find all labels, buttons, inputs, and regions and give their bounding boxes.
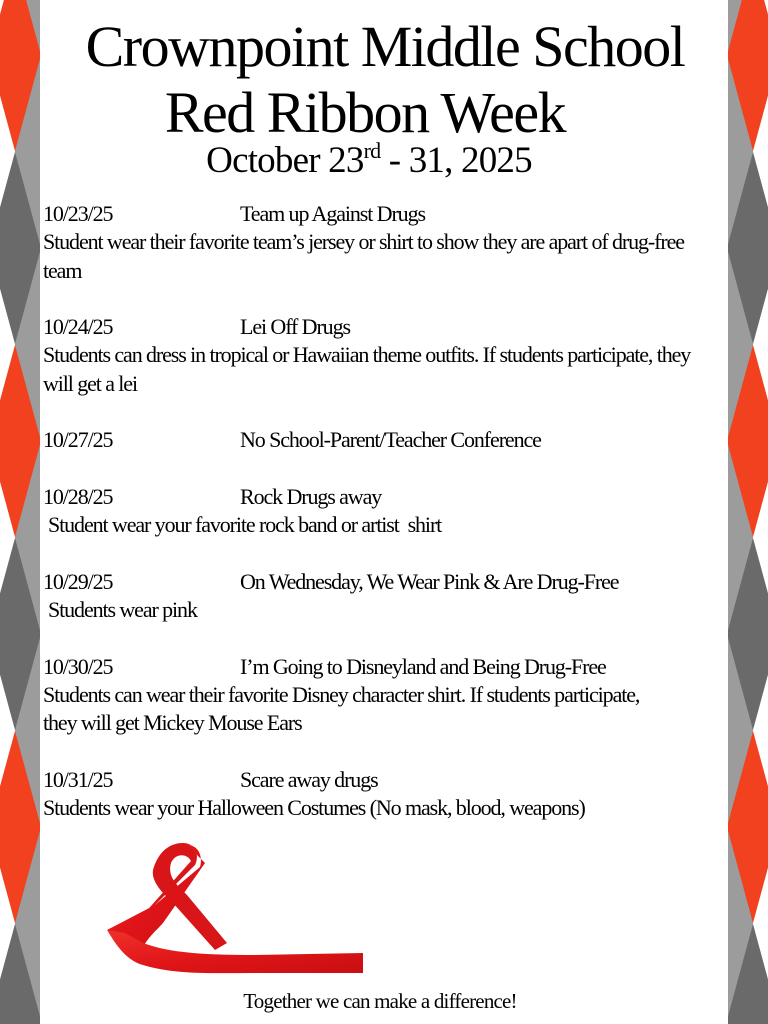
event-description: Student wear your favorite rock band or artist shirt bbox=[48, 512, 442, 538]
event-title: Scare away drugs bbox=[240, 766, 378, 792]
event-item bbox=[43, 653, 723, 738]
event-title: No School-Parent/Teacher Conference bbox=[240, 427, 541, 453]
event-date: 10/27/25 bbox=[43, 427, 113, 453]
event-description: Students can dress in tropical or Hawaiian theme outfits. If students participate, they will get a lei bbox=[43, 342, 691, 396]
event-title: I’m Going to Disneyland and Being Drug-Free bbox=[240, 653, 606, 679]
event-title: On Wednesday, We Wear Pink & Are Drug-Free bbox=[240, 568, 619, 594]
event-date: 10/30/25 bbox=[43, 653, 113, 679]
event-description: Students wear your Halloween Costumes (No mask, blood, weapons) bbox=[43, 795, 585, 821]
event-item bbox=[43, 568, 723, 625]
event-description: Students wear pink bbox=[48, 597, 197, 623]
event-description: Students can wear their favorite Disney character shirt. If students participate, they will get Mickey Mouse Ears bbox=[43, 682, 640, 736]
event-date: 10/24/25 bbox=[43, 314, 113, 340]
event-date: 10/29/25 bbox=[43, 568, 113, 594]
footer-slogan: Together we can make a difference! bbox=[243, 989, 517, 1013]
event-title: Red Ribbon Week bbox=[164, 80, 566, 145]
event-date: 10/23/25 bbox=[43, 201, 113, 226]
decorative-border-right bbox=[728, 0, 768, 1024]
event-title: Lei Off Drugs bbox=[240, 314, 350, 340]
event-item bbox=[43, 483, 723, 540]
school-name: Crownpoint Middle School bbox=[85, 14, 685, 79]
event-title: Rock Drugs away bbox=[240, 483, 382, 509]
event-schedule bbox=[43, 200, 723, 851]
red-ribbon-image bbox=[95, 835, 365, 985]
event-dates: October 23rd - 31, 2025 bbox=[206, 138, 532, 181]
event-date: 10/31/25 bbox=[43, 766, 113, 792]
event-item bbox=[43, 426, 723, 454]
event-item bbox=[43, 766, 723, 823]
event-item bbox=[43, 200, 723, 285]
event-date: 10/28/25 bbox=[43, 483, 113, 509]
event-item bbox=[43, 313, 723, 398]
event-title: Team up Against Drugs bbox=[240, 201, 425, 226]
event-description: Student wear their favorite team’s jersey or shirt to show they are apart of drug-free team bbox=[43, 229, 684, 283]
